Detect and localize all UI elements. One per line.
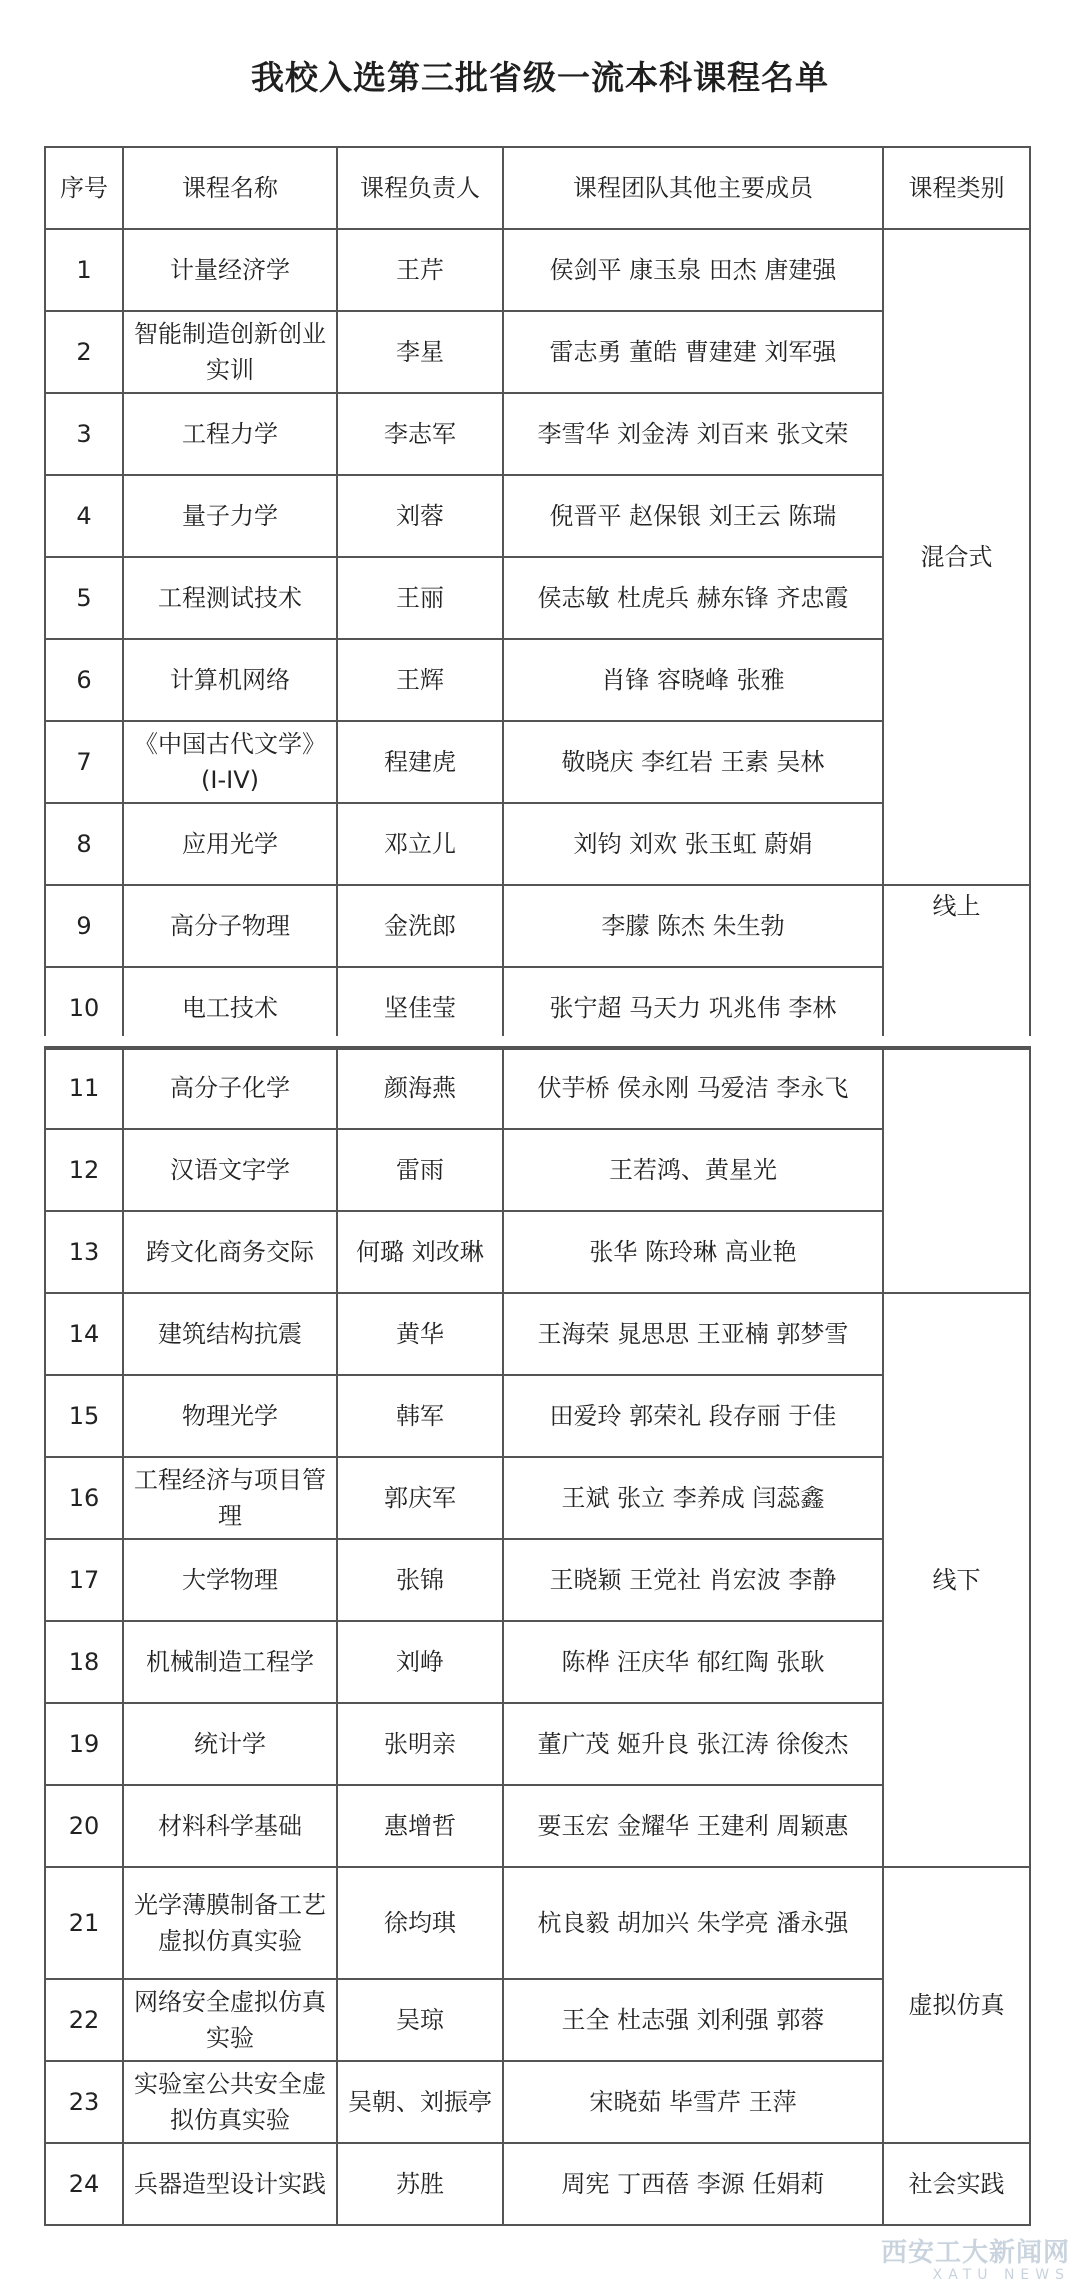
row-seq: 14 (45, 1293, 123, 1375)
row-members: 刘钧 刘欢 张玉虹 蔚娟 (503, 803, 883, 885)
row-course-name: 工程力学 (123, 393, 337, 475)
row-course-name: 网络安全虚拟仿真实验 (123, 1979, 337, 2061)
table-row (45, 1621, 1030, 1703)
row-seq: 1 (45, 229, 123, 311)
row-seq: 16 (45, 1457, 123, 1539)
category-cell-offline: 线下 (883, 1293, 1030, 1867)
row-leader: 吴朝、刘振亭 (337, 2061, 503, 2143)
row-seq: 10 (45, 967, 123, 1049)
row-leader: 王芹 (337, 229, 503, 311)
row-leader: 徐均琪 (337, 1867, 503, 1979)
row-leader: 韩军 (337, 1375, 503, 1457)
row-leader: 刘峥 (337, 1621, 503, 1703)
row-course-name: 《中国古代文学》(I-IV) (123, 721, 337, 803)
row-members: 张华 陈玲琳 高业艳 (503, 1211, 883, 1293)
row-course-name: 工程测试技术 (123, 557, 337, 639)
row-course-name: 汉语文字学 (123, 1129, 337, 1211)
row-members: 倪晋平 赵保银 刘王云 陈瑞 (503, 475, 883, 557)
row-course-name: 统计学 (123, 1703, 337, 1785)
row-seq: 4 (45, 475, 123, 557)
row-seq: 21 (45, 1867, 123, 1979)
page-title: 我校入选第三批省级一流本科课程名单 (251, 58, 829, 97)
row-seq: 7 (45, 721, 123, 803)
row-seq: 23 (45, 2061, 123, 2143)
row-members: 王全 杜志强 刘利强 郭蓉 (503, 1979, 883, 2061)
row-leader: 王丽 (337, 557, 503, 639)
header-leader: 课程负责人 (337, 147, 503, 229)
table-row (45, 721, 1030, 803)
row-leader: 坚佳莹 (337, 967, 503, 1049)
row-leader: 雷雨 (337, 1129, 503, 1211)
header-category: 课程类别 (883, 147, 1030, 229)
row-course-name: 物理光学 (123, 1375, 337, 1457)
row-course-name: 电工技术 (123, 967, 337, 1049)
watermark-title: 西安工大新闻网 (880, 2238, 1070, 2269)
row-seq: 18 (45, 1621, 123, 1703)
row-members: 董广茂 姬升良 张江涛 徐俊杰 (503, 1703, 883, 1785)
row-seq: 12 (45, 1129, 123, 1211)
table-row (45, 639, 1030, 721)
row-seq: 6 (45, 639, 123, 721)
row-leader: 惠增哲 (337, 1785, 503, 1867)
row-course-name: 实验室公共安全虚拟仿真实验 (123, 2061, 337, 2143)
row-members: 王斌 张立 李养成 闫蕊鑫 (503, 1457, 883, 1539)
row-leader: 吴琼 (337, 1979, 503, 2061)
table-row (45, 229, 1030, 311)
row-course-name: 大学物理 (123, 1539, 337, 1621)
table-row (45, 1785, 1030, 1867)
row-seq: 11 (45, 1047, 123, 1129)
table-row (45, 1129, 1030, 1211)
row-course-name: 建筑结构抗震 (123, 1293, 337, 1375)
row-members: 陈桦 汪庆华 郁红陶 张耿 (503, 1621, 883, 1703)
row-members: 张宁超 马天力 巩兆伟 李林 (503, 967, 883, 1049)
row-members: 肖锋 容晓峰 张雅 (503, 639, 883, 721)
row-course-name: 智能制造创新创业实训 (123, 311, 337, 393)
watermark-logo (870, 2239, 1070, 2283)
row-leader: 苏胜 (337, 2143, 503, 2225)
row-seq: 2 (45, 311, 123, 393)
row-seq: 24 (45, 2143, 123, 2225)
table-row (45, 1867, 1030, 1979)
row-members: 王晓颖 王党社 肖宏波 李静 (503, 1539, 883, 1621)
row-leader: 程建虎 (337, 721, 503, 803)
row-course-name: 光学薄膜制备工艺虚拟仿真实验 (123, 1867, 337, 1979)
row-members: 田爱玲 郭荣礼 段存丽 于佳 (503, 1375, 883, 1457)
row-members: 李雪华 刘金涛 刘百来 张文荣 (503, 393, 883, 475)
row-members: 王若鸿、黄星光 (503, 1129, 883, 1211)
row-members: 侯志敏 杜虎兵 赫东锋 齐忠霞 (503, 557, 883, 639)
row-members: 侯剑平 康玉泉 田杰 唐建强 (503, 229, 883, 311)
table-row (45, 1539, 1030, 1621)
row-course-name: 机械制造工程学 (123, 1621, 337, 1703)
table-row (45, 557, 1030, 639)
row-seq: 20 (45, 1785, 123, 1867)
row-members: 伏芋桥 侯永刚 马爱洁 李永飞 (503, 1047, 883, 1129)
row-leader: 邓立儿 (337, 803, 503, 885)
category-cell-mixed: 混合式 (883, 229, 1030, 885)
row-leader: 李志军 (337, 393, 503, 475)
row-leader: 李星 (337, 311, 503, 393)
table-row (45, 475, 1030, 557)
row-members: 敬晓庆 李红岩 王素 吴林 (503, 721, 883, 803)
row-seq: 3 (45, 393, 123, 475)
row-members: 宋晓茹 毕雪芹 王萍 (503, 2061, 883, 2143)
table-row (45, 2061, 1030, 2143)
category-cell-online: 线上 (883, 885, 1030, 1049)
row-seq: 19 (45, 1703, 123, 1785)
table-row (45, 1457, 1030, 1539)
header-seq: 序号 (45, 147, 123, 229)
row-members: 要玉宏 金耀华 王建利 周颖惠 (503, 1785, 883, 1867)
watermark-subtitle: XATU NEWS (932, 2266, 1070, 2283)
row-course-name: 应用光学 (123, 803, 337, 885)
row-seq: 8 (45, 803, 123, 885)
row-members: 周宪 丁西蓓 李源 任娟莉 (503, 2143, 883, 2225)
row-course-name: 量子力学 (123, 475, 337, 557)
table-row (45, 1211, 1030, 1293)
row-leader: 张锦 (337, 1539, 503, 1621)
table-row (45, 1703, 1030, 1785)
row-seq: 17 (45, 1539, 123, 1621)
row-leader: 张明亲 (337, 1703, 503, 1785)
row-course-name: 计量经济学 (123, 229, 337, 311)
row-seq: 13 (45, 1211, 123, 1293)
row-course-name: 高分子化学 (123, 1047, 337, 1129)
row-course-name: 跨文化商务交际 (123, 1211, 337, 1293)
table-row (45, 1047, 1030, 1129)
row-leader: 颜海燕 (337, 1047, 503, 1129)
row-course-name: 计算机网络 (123, 639, 337, 721)
table-row (45, 1375, 1030, 1457)
table-row (45, 1293, 1030, 1375)
row-course-name: 兵器造型设计实践 (123, 2143, 337, 2225)
row-course-name: 材料科学基础 (123, 1785, 337, 1867)
row-course-name: 高分子物理 (123, 885, 337, 967)
row-seq: 9 (45, 885, 123, 967)
course-table-part-2 (44, 1046, 1031, 2226)
row-members: 雷志勇 董皓 曹建建 刘军强 (503, 311, 883, 393)
row-leader: 黄华 (337, 1293, 503, 1375)
category-cell-online-continued (883, 1047, 1030, 1293)
row-members: 李朦 陈杰 朱生勃 (503, 885, 883, 967)
table-row (45, 803, 1030, 885)
header-course-name: 课程名称 (123, 147, 337, 229)
header-members: 课程团队其他主要成员 (503, 147, 883, 229)
table-row (45, 885, 1030, 967)
row-members: 杭良毅 胡加兴 朱学亮 潘永强 (503, 1867, 883, 1979)
row-members: 王海荣 晁思思 王亚楠 郭梦雪 (503, 1293, 883, 1375)
row-seq: 15 (45, 1375, 123, 1457)
row-seq: 5 (45, 557, 123, 639)
row-course-name: 工程经济与项目管理 (123, 1457, 337, 1539)
row-leader: 郭庆军 (337, 1457, 503, 1539)
table-row (45, 2143, 1030, 2225)
course-table-part-1 (44, 146, 1031, 1050)
category-cell-social: 社会实践 (883, 2143, 1030, 2225)
row-seq: 22 (45, 1979, 123, 2061)
category-cell-virtual: 虚拟仿真 (883, 1867, 1030, 2143)
row-leader: 刘蓉 (337, 475, 503, 557)
row-leader: 金洗郎 (337, 885, 503, 967)
table-row (45, 393, 1030, 475)
table-header-row (45, 147, 1030, 229)
row-leader: 王辉 (337, 639, 503, 721)
table-row (45, 1979, 1030, 2061)
row-leader: 何璐 刘改琳 (337, 1211, 503, 1293)
table-row (45, 311, 1030, 393)
